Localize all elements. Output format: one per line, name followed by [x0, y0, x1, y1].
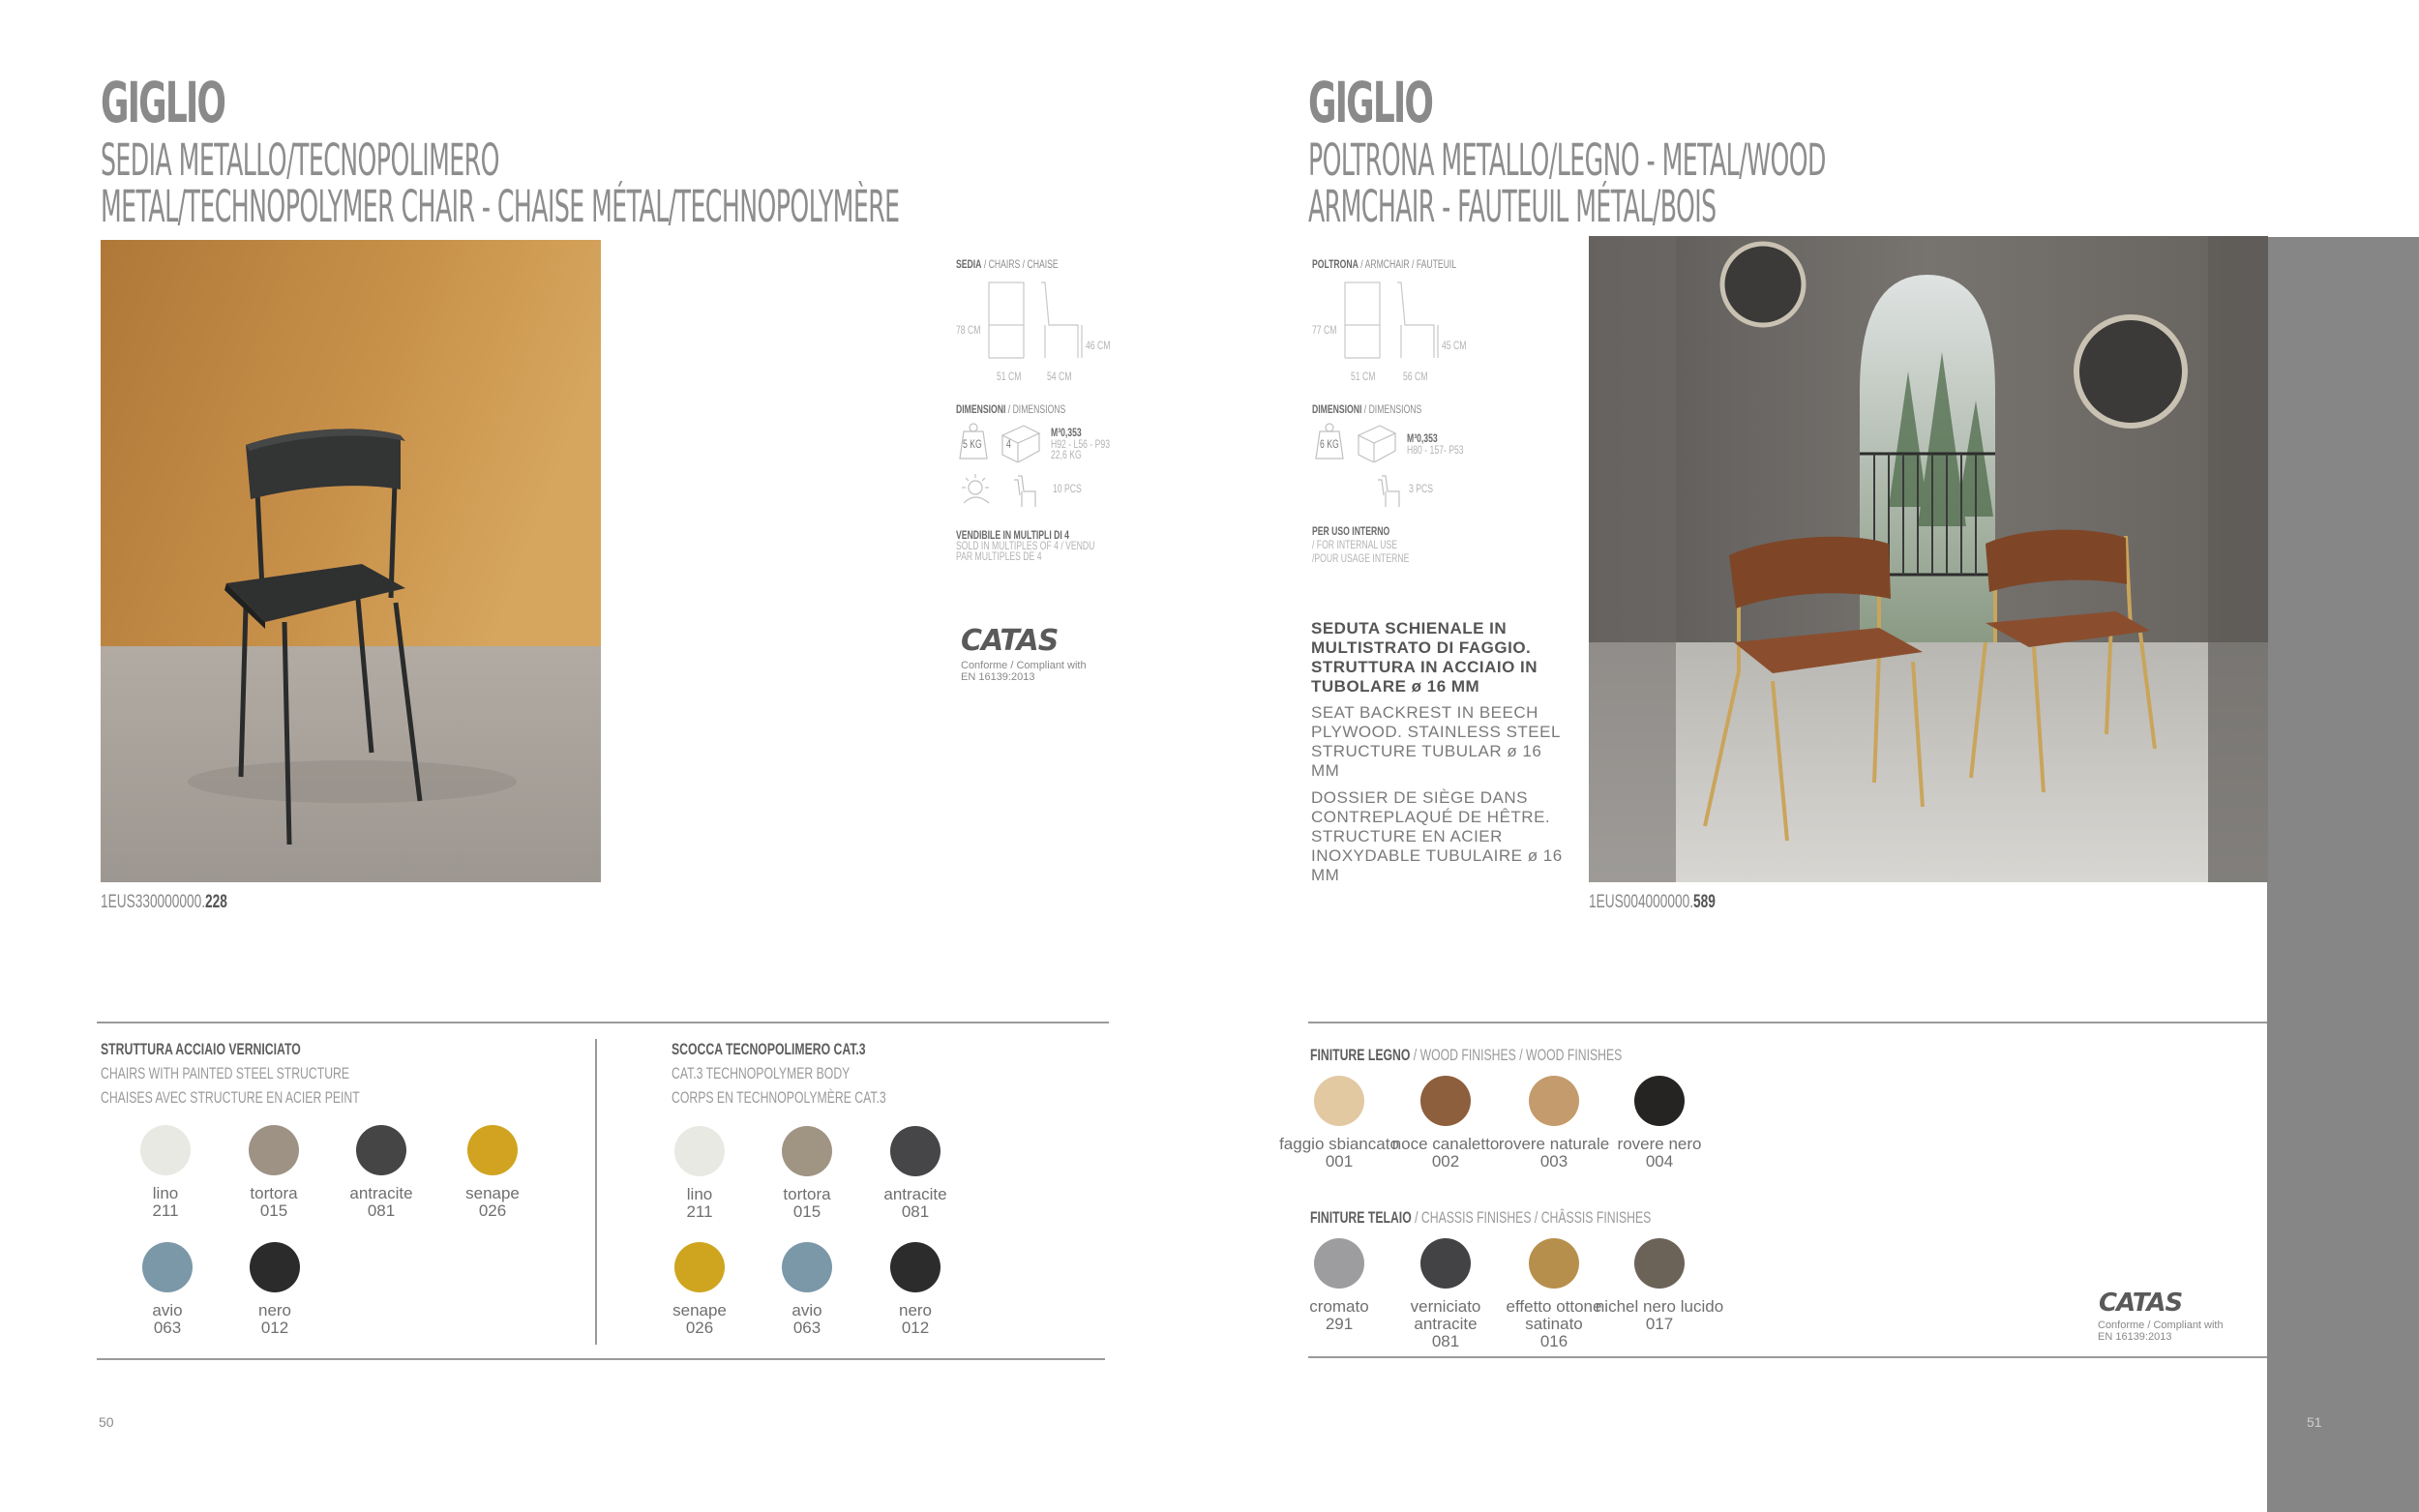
swatch-code: 003	[1539, 1152, 1568, 1171]
swatch-antracite	[356, 1125, 406, 1175]
swatch-code: 211	[152, 1201, 179, 1220]
scocca-subtitle-fr: CORPS EN TECHNOPOLYMÈRE CAT.3	[672, 1088, 886, 1107]
swatch-label	[425, 1185, 560, 1220]
swatch-tortora	[782, 1126, 832, 1176]
right-description-it: SEDUTA SCHIENALE IN MULTISTRATO DI FAGGIO. STRUTTURA IN ACCIAIO IN TUBOLARE ø 16 MM	[1311, 619, 1538, 696]
struttura-subtitle-en: CHAIRS WITH PAINTED STEEL STRUCTURE	[101, 1064, 350, 1082]
swatch-code: 291	[1325, 1315, 1354, 1333]
swatch-name: avio	[791, 1301, 822, 1319]
swatch-code: 081	[367, 1201, 396, 1220]
swatch-name: rovere naturale	[1498, 1135, 1610, 1153]
swatch-label	[1592, 1298, 1727, 1333]
swatch-name: lino	[686, 1185, 713, 1203]
swatch-code: 017	[1645, 1315, 1674, 1333]
swatch-senape	[467, 1125, 518, 1175]
swatch-name: verniciato antracite	[1410, 1297, 1481, 1333]
swatch-code: 012	[901, 1319, 930, 1337]
swatch-cromato	[1314, 1238, 1364, 1289]
swatch-name: avio	[152, 1301, 183, 1319]
left-brand-title: GIGLIO	[101, 70, 225, 135]
left-subtitle-line-2: METAL/TECHNOPOLYMER CHAIR - CHAISE MÉTAL/TECHNOPOLYMÈRE	[101, 181, 900, 232]
right-spec-depth: 56 CM	[1403, 370, 1428, 383]
left-spec-width: 51 CM	[997, 370, 1022, 383]
right-product-photo	[1589, 236, 2268, 882]
right-product-code: 1EUS004000000.589	[1589, 892, 1716, 912]
swatch-name: antracite	[349, 1184, 413, 1202]
swatch-name: tortora	[250, 1184, 298, 1202]
swatch-senape	[674, 1242, 725, 1292]
right-spec-height: 77 CM	[1312, 323, 1337, 337]
swatch-rovere-naturale	[1529, 1076, 1579, 1126]
swatch-nero	[250, 1242, 300, 1292]
left-spec-seat-height: 46 CM	[1086, 339, 1111, 352]
left-box-dims: H92 - L56 - P93	[1051, 437, 1110, 451]
right-subtitle-line-1: POLTRONA METALLO/LEGNO - METAL/WOOD	[1308, 134, 1826, 186]
swatch-name: rovere nero	[1617, 1135, 1702, 1153]
swatch-code: 081	[1431, 1332, 1460, 1350]
right-brand-title: GIGLIO	[1308, 70, 1433, 135]
swatch-noce-canaletto	[1420, 1076, 1471, 1126]
swatch-label	[848, 1186, 983, 1221]
left-sold-line-3: PAR MULTIPLES DE 4	[956, 549, 1042, 563]
right-page-number: 51	[2307, 1414, 2322, 1430]
swatch-name: tortora	[783, 1185, 831, 1203]
swatch-verniciato-antracite	[1420, 1238, 1471, 1289]
swatch-label	[848, 1302, 983, 1337]
swatch-code: 026	[685, 1319, 714, 1337]
indoor-outdoor-and-stack-icon	[956, 470, 1045, 509]
swatch-name: antracite	[883, 1185, 947, 1203]
left-catas-standard: EN 16139:2013	[961, 671, 1035, 683]
right-weight: 6 KG	[1320, 437, 1339, 451]
left-finishes-divider	[595, 1039, 597, 1345]
scocca-title: SCOCCA TECNOPOLIMERO CAT.3	[672, 1040, 866, 1058]
swatch-effetto-ottone-satinato	[1529, 1238, 1579, 1289]
left-sold-line-2: SOLD IN MULTIPLES OF 4 / VENDU	[956, 539, 1095, 552]
swatch-faggio-sbiancato	[1314, 1076, 1364, 1126]
swatch-code: 063	[792, 1319, 821, 1337]
swatch-name: nichel nero lucido	[1595, 1297, 1724, 1316]
swatch-label	[207, 1302, 343, 1337]
swatch-name: faggio sbiancato	[1279, 1135, 1399, 1153]
swatch-name: senape	[672, 1301, 727, 1319]
swatch-code: 015	[792, 1202, 821, 1221]
left-sold-line-1: VENDIBILE IN MULTIPLI DI 4	[956, 528, 1069, 542]
right-box-dims: H80 - 157- P53	[1407, 443, 1464, 457]
swatch-name: noce canaletto	[1391, 1135, 1500, 1153]
right-dimensions-heading: DIMENSIONI / DIMENSIONS	[1312, 402, 1422, 416]
right-finishes-top-rule	[1308, 1022, 2267, 1023]
swatch-code: 211	[686, 1202, 713, 1221]
swatch-avio	[142, 1242, 193, 1292]
swatch-lino	[140, 1125, 191, 1175]
left-product-photo	[101, 240, 601, 882]
left-box-weight: 22,6 KG	[1051, 448, 1082, 461]
swatch-name: cromato	[1309, 1297, 1369, 1316]
armchair-dimension-diagram-icon	[1341, 281, 1457, 363]
black-chair-illustration	[101, 240, 601, 882]
swatch-tortora	[249, 1125, 299, 1175]
swatch-antracite	[890, 1126, 941, 1176]
swatch-rovere-nero	[1634, 1076, 1685, 1126]
right-subtitle-line-2: ARMCHAIR - FAUTEUIL MÉTAL/BOIS	[1308, 181, 1717, 232]
right-finishes-bottom-rule	[1308, 1356, 2267, 1358]
swatch-code: 026	[478, 1201, 507, 1220]
chair-dimension-diagram-icon	[985, 281, 1101, 363]
stack-chair-icon	[1368, 470, 1407, 509]
wood-armchairs-illustration	[1589, 236, 2268, 882]
left-finishes-top-rule	[97, 1022, 1109, 1023]
swatch-code: 081	[901, 1202, 930, 1221]
swatch-avio	[782, 1242, 832, 1292]
left-page-number: 50	[99, 1414, 114, 1430]
right-spec-heading: POLTRONA / ARMCHAIR / FAUTEUIL	[1312, 257, 1457, 271]
swatch-code: 015	[259, 1201, 288, 1220]
telaio-title: FINITURE TELAIO / CHASSIS FINISHES / CHÂSSIS FINISHES	[1310, 1208, 1652, 1227]
swatch-nero	[890, 1242, 941, 1292]
swatch-code: 012	[260, 1319, 289, 1337]
swatch-code: 063	[153, 1319, 182, 1337]
right-catas-logo: CATAS	[2099, 1289, 2183, 1318]
left-spec-height: 78 CM	[956, 323, 981, 337]
left-pcs: 10 PCS	[1053, 482, 1082, 495]
left-box-count: 4	[1006, 437, 1011, 451]
swatch-code: 001	[1325, 1152, 1354, 1171]
left-subtitle-line-1: SEDIA METALLO/TECNOPOLIMERO	[101, 134, 499, 186]
struttura-title: STRUTTURA ACCIAIO VERNICIATO	[101, 1040, 301, 1058]
right-catas-standard: EN 16139:2013	[2098, 1331, 2172, 1343]
swatch-lino	[674, 1126, 725, 1176]
left-catas-logo: CATAS	[961, 624, 1059, 658]
left-weight: 5 KG	[963, 437, 982, 451]
left-volume: M³0,353	[1051, 426, 1082, 439]
right-use-line-2: / FOR INTERNAL USE	[1312, 538, 1398, 551]
left-catas-compliance: Conforme / Compliant with	[961, 660, 1087, 671]
swatch-name: senape	[465, 1184, 520, 1202]
right-use-line-3: /POUR USAGE INTERNE	[1312, 551, 1410, 565]
left-finishes-bottom-rule	[97, 1358, 1105, 1360]
right-spec-seat-height: 45 CM	[1442, 339, 1467, 352]
swatch-name: lino	[152, 1184, 179, 1202]
swatch-name: nero	[257, 1301, 292, 1319]
left-spec-heading: SEDIA / CHAIRS / CHAISE	[956, 257, 1059, 271]
swatch-label	[1592, 1136, 1727, 1171]
right-description-fr: DOSSIER DE SIÈGE DANS CONTREPLAQUÉ DE HÊTRE. STRUCTURE EN ACIER INOXYDABLE TUBULAIRE ø 16 MM	[1311, 788, 1563, 884]
right-pcs: 3 PCS	[1409, 482, 1433, 495]
left-product-code: 1EUS330000000.228	[101, 892, 227, 912]
swatch-code: 016	[1539, 1332, 1568, 1350]
right-description-en: SEAT BACKREST IN BEECH PLYWOOD. STAINLESS STEEL STRUCTURE TUBULAR ø 16 MM	[1311, 703, 1561, 780]
swatch-name: effetto ottone satinato	[1506, 1297, 1602, 1333]
left-spec-depth: 54 CM	[1047, 370, 1072, 383]
left-dimensions-heading: DIMENSIONI / DIMENSIONS	[956, 402, 1066, 416]
scocca-subtitle-en: CAT.3 TECHNOPOLYMER BODY	[672, 1064, 851, 1082]
swatch-code: 004	[1645, 1152, 1674, 1171]
right-spec-width: 51 CM	[1351, 370, 1376, 383]
right-gray-sidebar	[2267, 237, 2419, 1512]
legno-title: FINITURE LEGNO / WOOD FINISHES / WOOD FINISHES	[1310, 1046, 1623, 1064]
struttura-subtitle-fr: CHAISES AVEC STRUCTURE EN ACIER PEINT	[101, 1088, 360, 1107]
swatch-code: 002	[1431, 1152, 1460, 1171]
swatch-name: nero	[898, 1301, 933, 1319]
swatch-nichel-nero-lucido	[1634, 1238, 1685, 1289]
right-use-line-1: PER USO INTERNO	[1312, 524, 1390, 538]
right-volume: M³0,353	[1407, 431, 1438, 445]
right-catas-compliance: Conforme / Compliant with	[2098, 1319, 2224, 1331]
